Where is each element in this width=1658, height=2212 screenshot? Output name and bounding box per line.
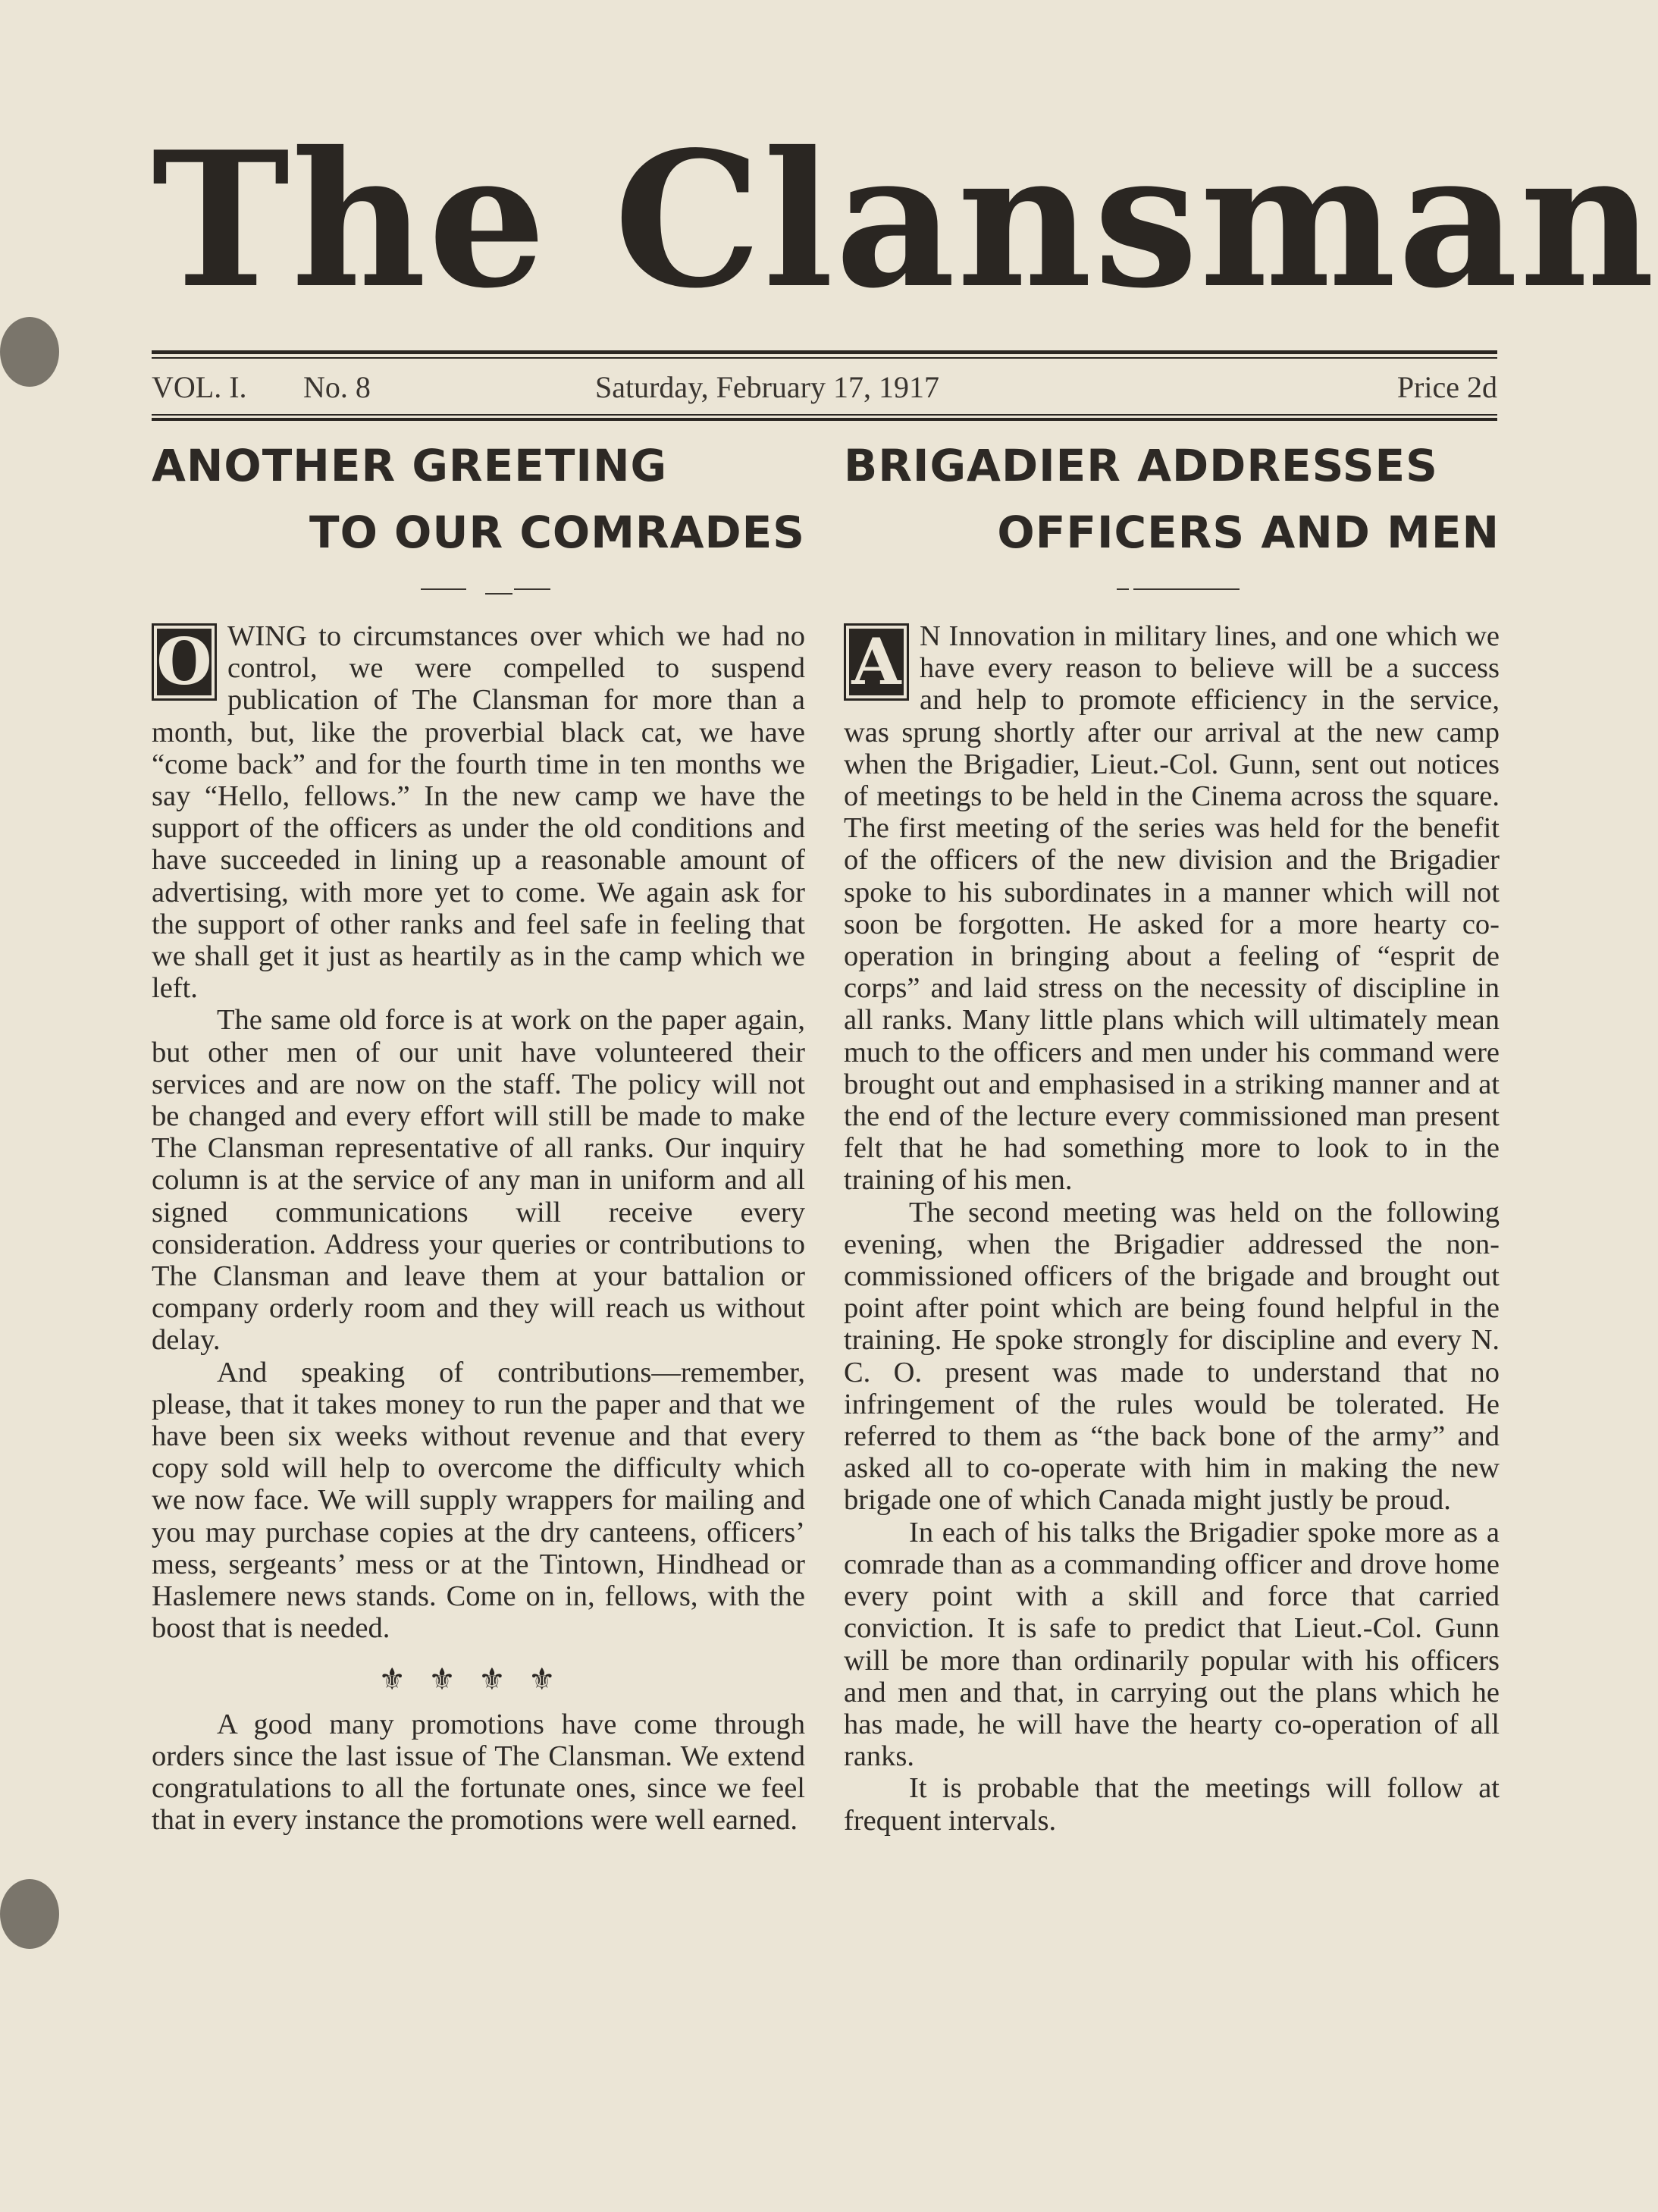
right-paragraph-3: In each of his talks the Brigadier spoke more as a comrade than as a commanding officer and drove home every point with a skill and force that carried conviction. It is safe to predict that Lieut.-Col. Gunn will be more than ordinarily popular with his officers and men and that, in carrying out the plans which he has made, he will have the hearty co-operation of all ranks. — [844, 1516, 1500, 1773]
fleur-de-lis-icon: ⚜ — [378, 1661, 429, 1696]
left-paragraph-3: And speaking of contributions—remember, please, that it takes money to run the paper and that we have been six weeks without revenue and that every copy sold will help to overcome the difficulty which we now face. We will supply wrappers for mailing and you may purchase copies at the dry canteens, officers’ mess, sergeants’ mess or at the Tintown, Hindhead or Haslemere news stands. Come on in, fellows, with the boost that is needed. — [152, 1356, 805, 1645]
left-headline-line1: ANOTHER GREETING — [152, 440, 668, 491]
fleur-de-lis-icon: ⚜ — [478, 1661, 528, 1696]
punch-hole-bottom — [0, 1879, 59, 1949]
left-headline-divider — [152, 582, 805, 598]
masthead-rule-top-thin — [152, 357, 1497, 359]
left-column — [152, 432, 805, 1836]
fleuron-ornaments — [152, 1655, 805, 1704]
right-headline-divider — [844, 582, 1500, 598]
masthead-title: The Clansman — [152, 111, 1656, 329]
issue-number: No. 8 — [303, 370, 371, 404]
right-paragraph-2: The second meeting was held on the following evening, when the Brigadier addressed the non-commissioned officers of the brigade and brought out point after point which are being found helpful in the training. He spoke strongly for discipline and every N. C. O. present was made to understand that no infringement of the rules would be tolerated. He referred to them as “the back bone of the army” and asked all to co-operate with him in making the new brigade one of which Canada might justly be proud. — [844, 1196, 1500, 1517]
dateline — [152, 369, 1497, 406]
left-paragraph-1: WING to circumstances over which we had no control, we were compelled to suspend publication of The Clansman for more than a month, but, like the proverbial black cat, we have “come back” and for the fourth time in ten months we say “Hello, fellows.” In the new camp we have the support of the officers as under the old conditions and have succeeded in lining up a reasonable amount of advertising, with more yet to come. We again ask for the support of other ranks and feel safe in feeling that we shall get it just as heartily as in the camp which we left. — [152, 620, 805, 1005]
fleur-de-lis-icon: ⚜ — [428, 1661, 478, 1696]
right-dropcap: A — [844, 623, 909, 701]
punch-hole-top — [0, 317, 59, 387]
right-headline-line2: OFFICERS AND MEN — [997, 507, 1500, 558]
right-paragraph-4: It is probable that the meetings will follow at frequent intervals. — [844, 1772, 1500, 1837]
masthead-rule-bottom — [152, 418, 1497, 421]
right-paragraph-1: N Innovation in military lines, and one which we have every reason to believe will be a success and help to promote efficiency in the service, was sprung shortly after our arrival at the new camp when the Brigadier, Lieut.-Col. Gunn, sent out notices of meetings to be held in the Cinema across the square. The first meeting of the series was held for the benefit of the officers of the new division and the Brigadier spoke to his subordinates in a manner which will not soon be forgotten. He asked for a more hearty co-operation in bringing about a feeling of “esprit de corps” and laid stress on the necessity of discipline in all ranks. Many little plans which will ultimately mean much to the officers and men under his command were brought out and emphasised in a striking manner and at the end of the lecture every commissioned man present felt that he had something more to look to in the training of his men. — [844, 620, 1500, 1197]
left-paragraph-2: The same old force is at work on the paper again, but other men of our unit have volunteered their services and are now on the staff. The policy will not be changed and every effort will still be made to make The Clansman representative of all ranks. Our inquiry column is at the service of any man in uniform and all signed communications will receive every consideration. Address your queries or contributions to The Clansman and leave them at your battalion or company orderly room and they will reach us without delay. — [152, 1004, 805, 1357]
fleur-de-lis-icon: ⚜ — [528, 1661, 578, 1696]
masthead-rule-top — [152, 350, 1497, 354]
volume-label: VOL. I. — [152, 370, 247, 404]
left-paragraph-4: A good many promotions have come through orders since the last issue of The Clansman. We extend congratulations to all the fortunate ones, since we feel that in every instance the promotions were well earned. — [152, 1708, 805, 1837]
right-article-body — [844, 620, 1500, 1837]
masthead-rule-bottom-thin — [152, 414, 1497, 416]
issue-date: Saturday, February 17, 1917 — [595, 370, 939, 404]
left-dropcap: O — [152, 623, 217, 701]
right-column — [844, 432, 1500, 1837]
issue-price: Price 2d — [1396, 370, 1497, 404]
right-headline-line1: BRIGADIER ADDRESSES — [844, 440, 1438, 491]
left-article-body — [152, 620, 805, 1836]
left-headline-line2: TO OUR COMRADES — [309, 507, 805, 558]
